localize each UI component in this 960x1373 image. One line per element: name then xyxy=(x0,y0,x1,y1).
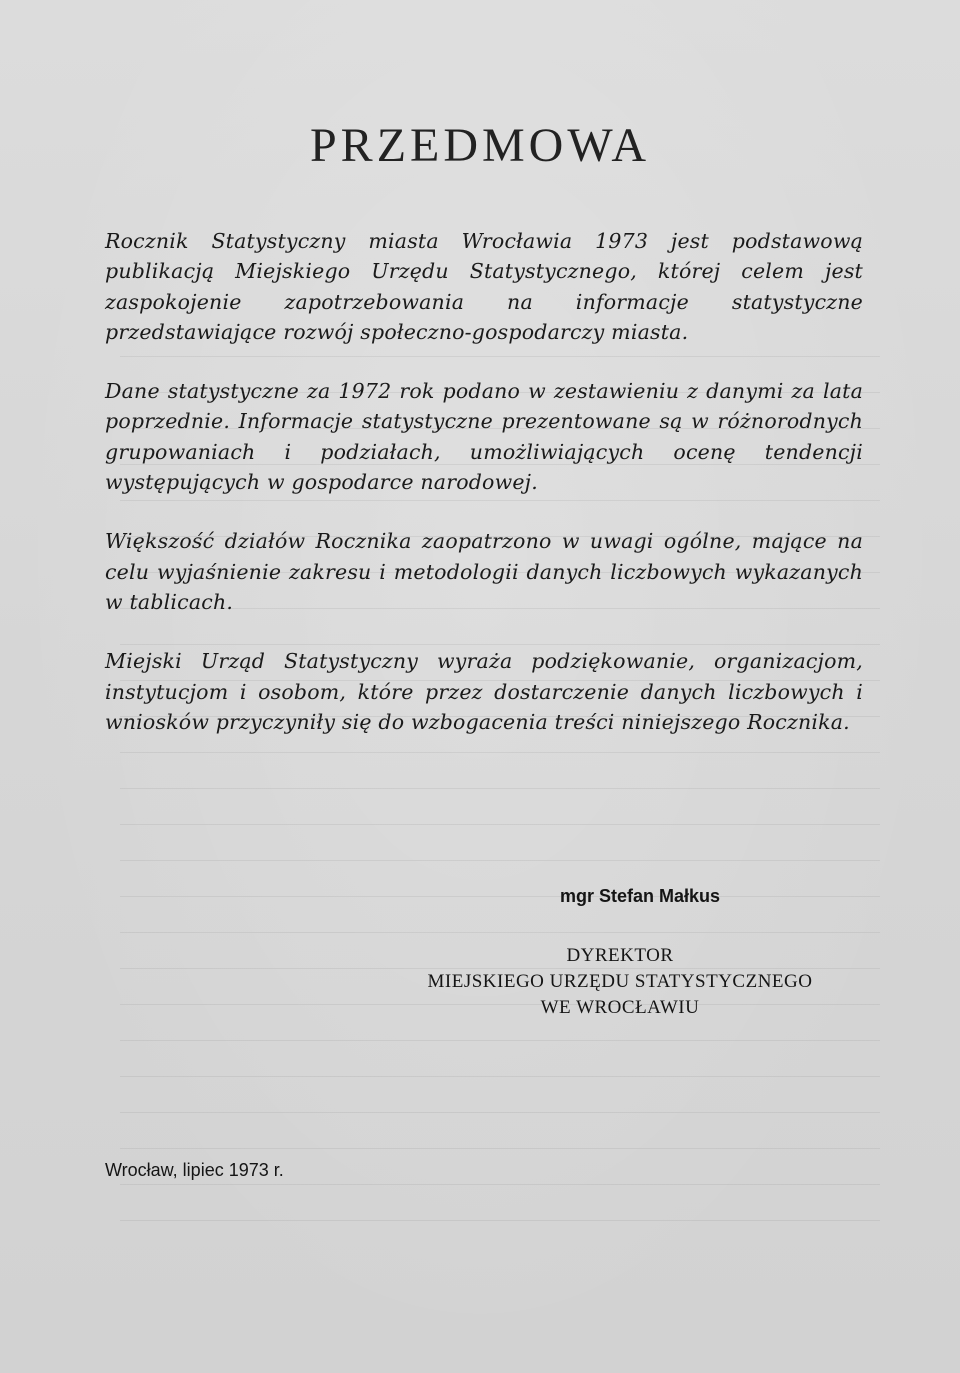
place-and-date: Wrocław, lipiec 1973 r. xyxy=(105,1160,284,1180)
paragraph-2: Dane statystyczne za 1972 rok podano w zestawieniu z danymi za lata poprzednie. Informacje statystyczne prezentowane są w różnorodnych grupowaniach i podziałach, umożliwiających ocenę tendencji występujących w gospodarce narodowej. xyxy=(105,379,863,495)
paragraph-1: Rocznik Statystyczny miasta Wrocławia 1973 jest podstawową publikacją Miejskiego Urzędu Statystycznego, której celem jest zaspokojenie zapotrzebowania na informacje statystyczne przedstawiające rozwój społeczno-gospodarczy miasta. xyxy=(105,229,863,344)
page-title: PRZEDMOWA xyxy=(309,119,650,172)
preface-body xyxy=(105,226,863,766)
signature-block xyxy=(370,886,870,1021)
signatory-title-line-1: DYREKTOR xyxy=(566,945,674,966)
signatory-name: mgr Stefan Małkus xyxy=(559,886,721,906)
paragraph-3: Większość działów Rocznika zaopatrzono w uwagi ogólne, mające na celu wyjaśnienie zakresu i metodologii danych liczbowych wykazanych w tablicach. xyxy=(105,529,863,614)
signatory-title-line-3: WE WROCŁAWIU xyxy=(540,997,700,1018)
paragraph-4: Miejski Urząd Statystyczny wyraża podziękowanie, organizacjom, instytucjom i osobom, które przez dostarczenie danych liczbowych i wniosków przyczyniły się do wzbogacenia treści niniejszego Rocznika. xyxy=(105,649,863,734)
signatory-title-line-2: MIEJSKIEGO URZĘDU STATYSTYCZNEGO xyxy=(427,971,813,992)
